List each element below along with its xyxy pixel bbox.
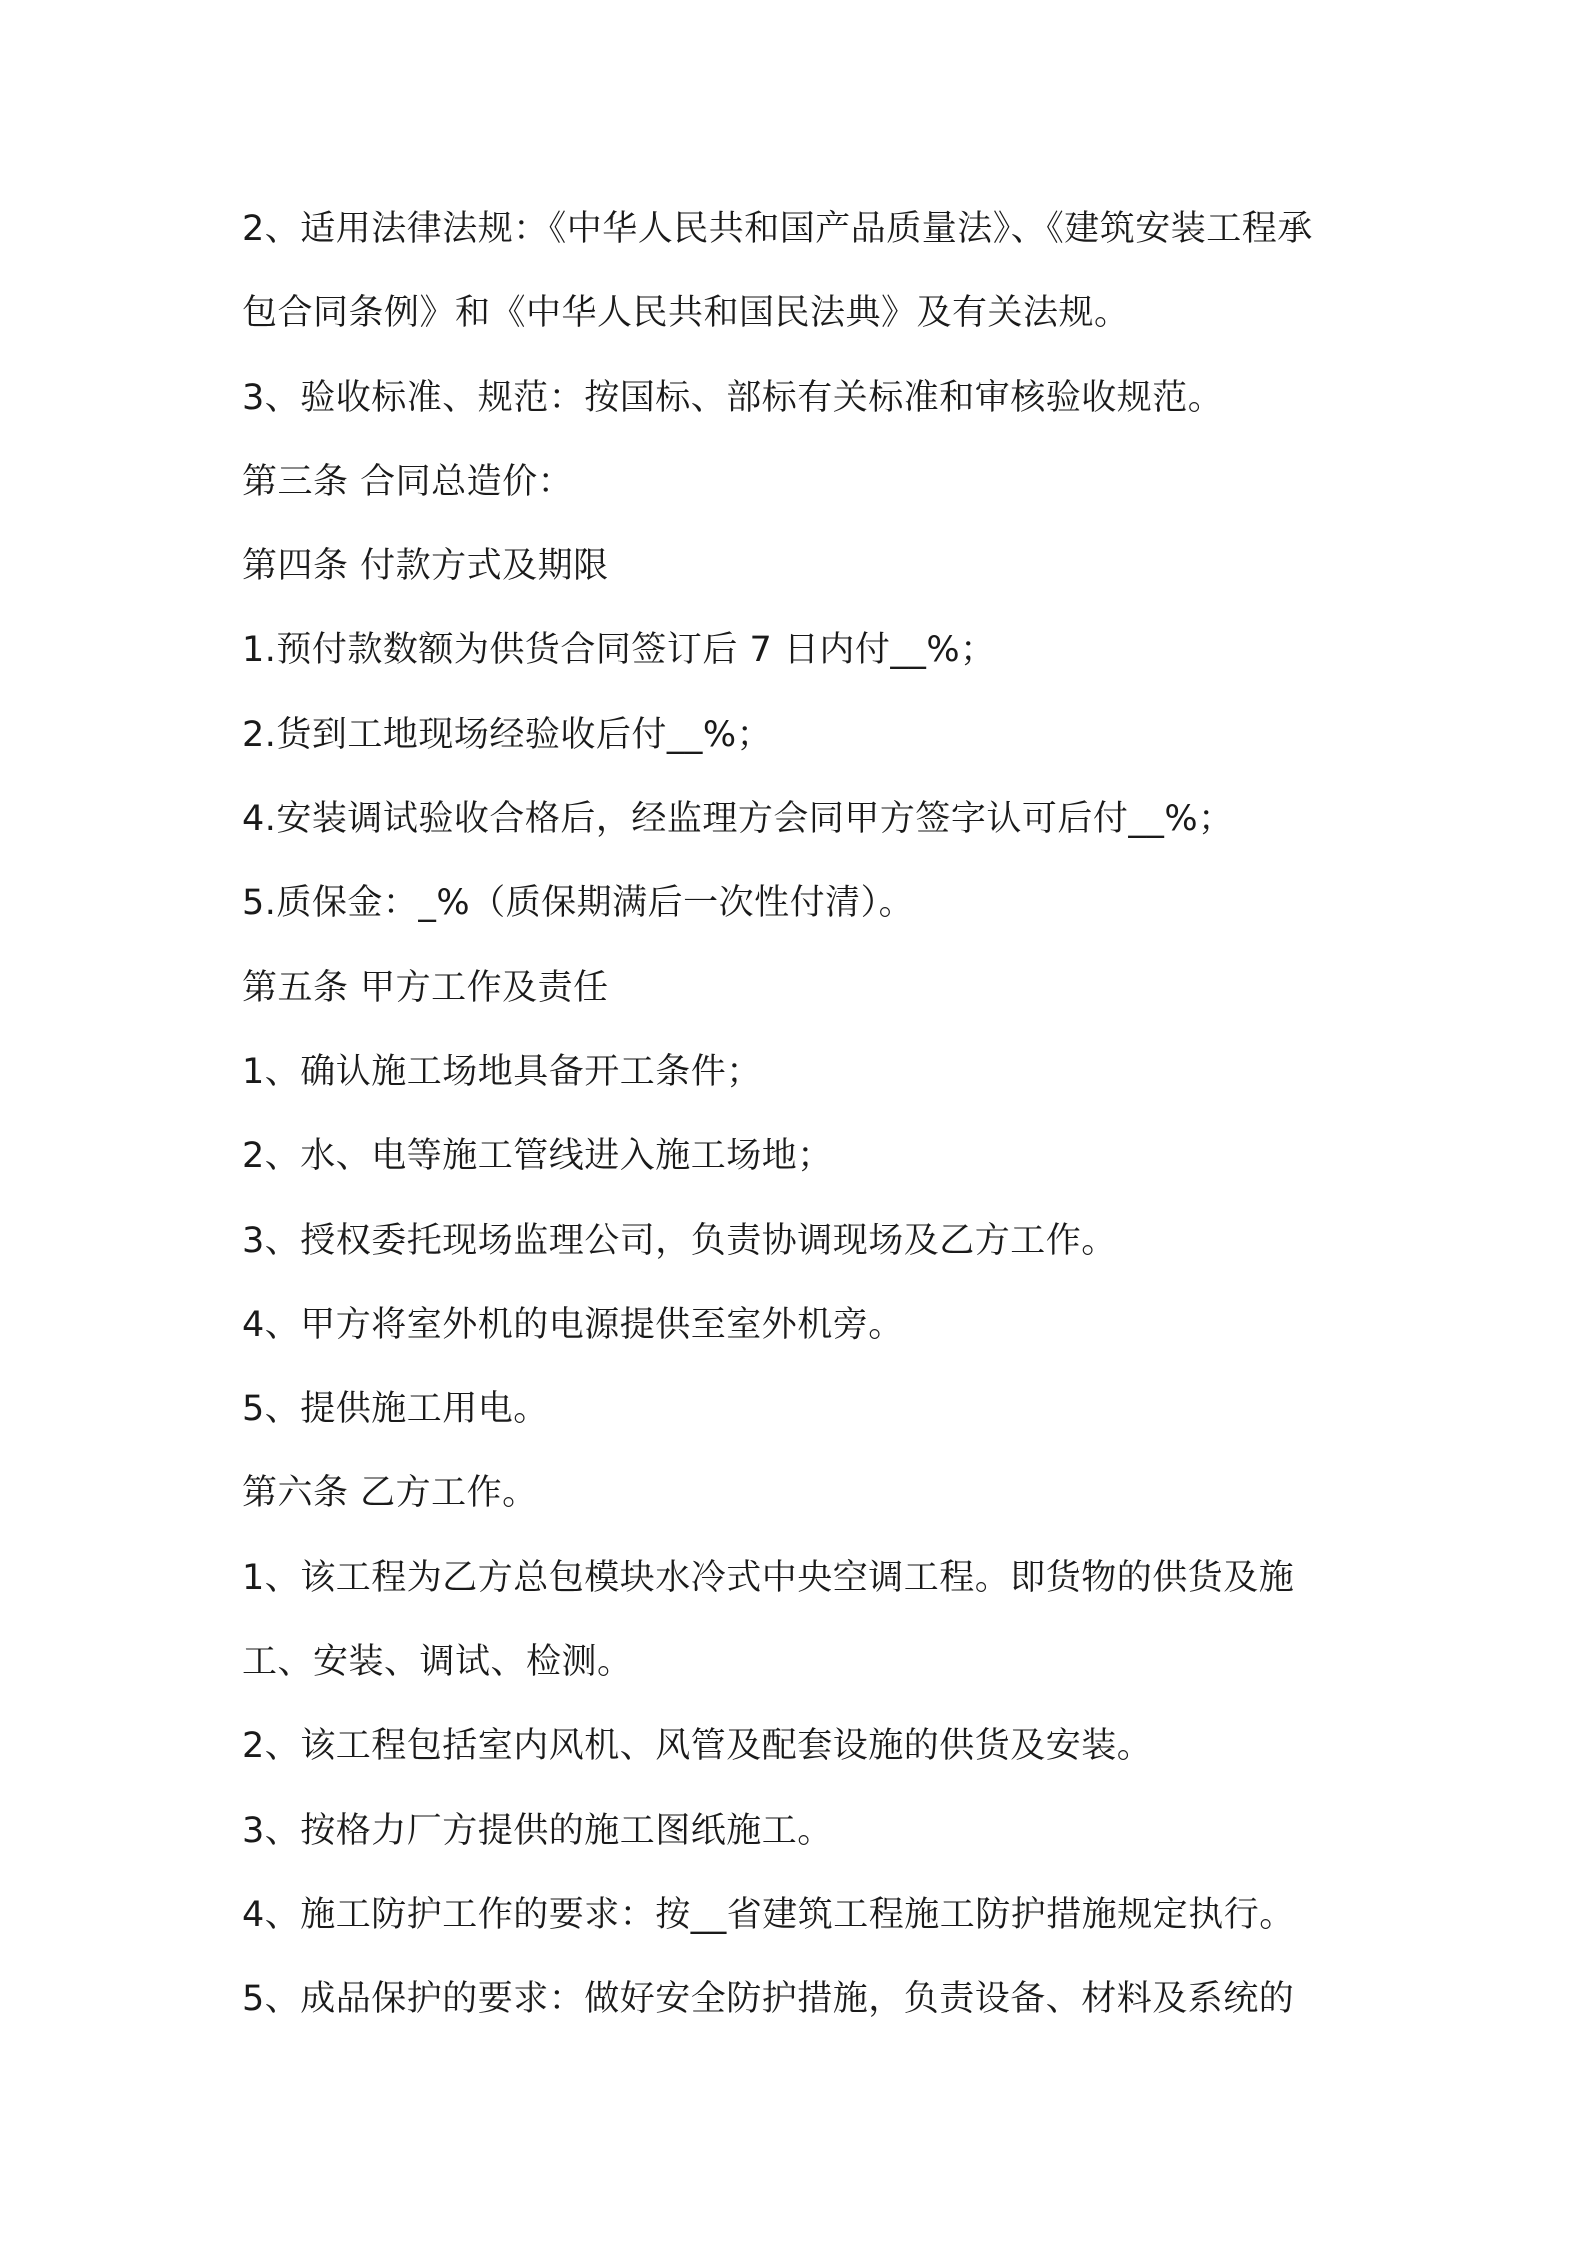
text-line: 1、确认施工场地具备开工条件； bbox=[242, 1051, 762, 1092]
text-line: 5.质保金：_%（质保期满后一次性付清）。 bbox=[242, 883, 915, 924]
document-body bbox=[242, 200, 1362, 2055]
text-line: 2、该工程包括室内风机、风管及配套设施的供货及安装。 bbox=[242, 1726, 1153, 1767]
section-heading: 第四条 付款方式及期限 bbox=[242, 546, 609, 587]
text-line: 4、施工防护工作的要求：按__省建筑工程施工防护措施规定执行。 bbox=[242, 1894, 1295, 1935]
section-heading: 第三条 合同总造价： bbox=[242, 461, 574, 502]
text-line: 1.预付款数额为供货合同签订后 7 日内付__%； bbox=[242, 630, 996, 671]
text-line: 5、成品保护的要求：做好安全防护措施，负责设备、材料及系统的 bbox=[242, 1979, 1295, 2020]
text-line: 2.货到工地现场经验收后付__%； bbox=[242, 714, 773, 755]
text-line: 1、该工程为乙方总包模块水冷式中央空调工程。即货物的供货及施 bbox=[242, 1557, 1295, 1598]
text-line: 4、甲方将室外机的电源提供至室外机旁。 bbox=[242, 1304, 904, 1345]
section-heading: 第六条 乙方工作。 bbox=[242, 1473, 538, 1514]
text-line: 工、安装、调试、检测。 bbox=[242, 1642, 633, 1683]
text-line: 3、按格力厂方提供的施工图纸施工。 bbox=[242, 1810, 833, 1851]
text-line: 2、水、电等施工管线进入施工场地； bbox=[242, 1136, 833, 1177]
text-line: 包合同条例》和《中华人民共和国民法典》及有关法规。 bbox=[242, 293, 1130, 334]
text-line: 5、提供施工用电。 bbox=[242, 1389, 549, 1430]
text-line: 3、验收标准、规范：按国标、部标有关标准和审核验收规范。 bbox=[242, 377, 1224, 418]
text-line: 2、适用法律法规：《中华人民共和国产品质量法》、《建筑安装工程承 bbox=[242, 209, 1313, 249]
section-heading: 第五条 甲方工作及责任 bbox=[242, 967, 609, 1008]
text-line: 4.安装调试验收合格后，经监理方会同甲方签字认可后付__%； bbox=[242, 799, 1234, 840]
text-line: 3、授权委托现场监理公司，负责协调现场及乙方工作。 bbox=[242, 1220, 1117, 1261]
